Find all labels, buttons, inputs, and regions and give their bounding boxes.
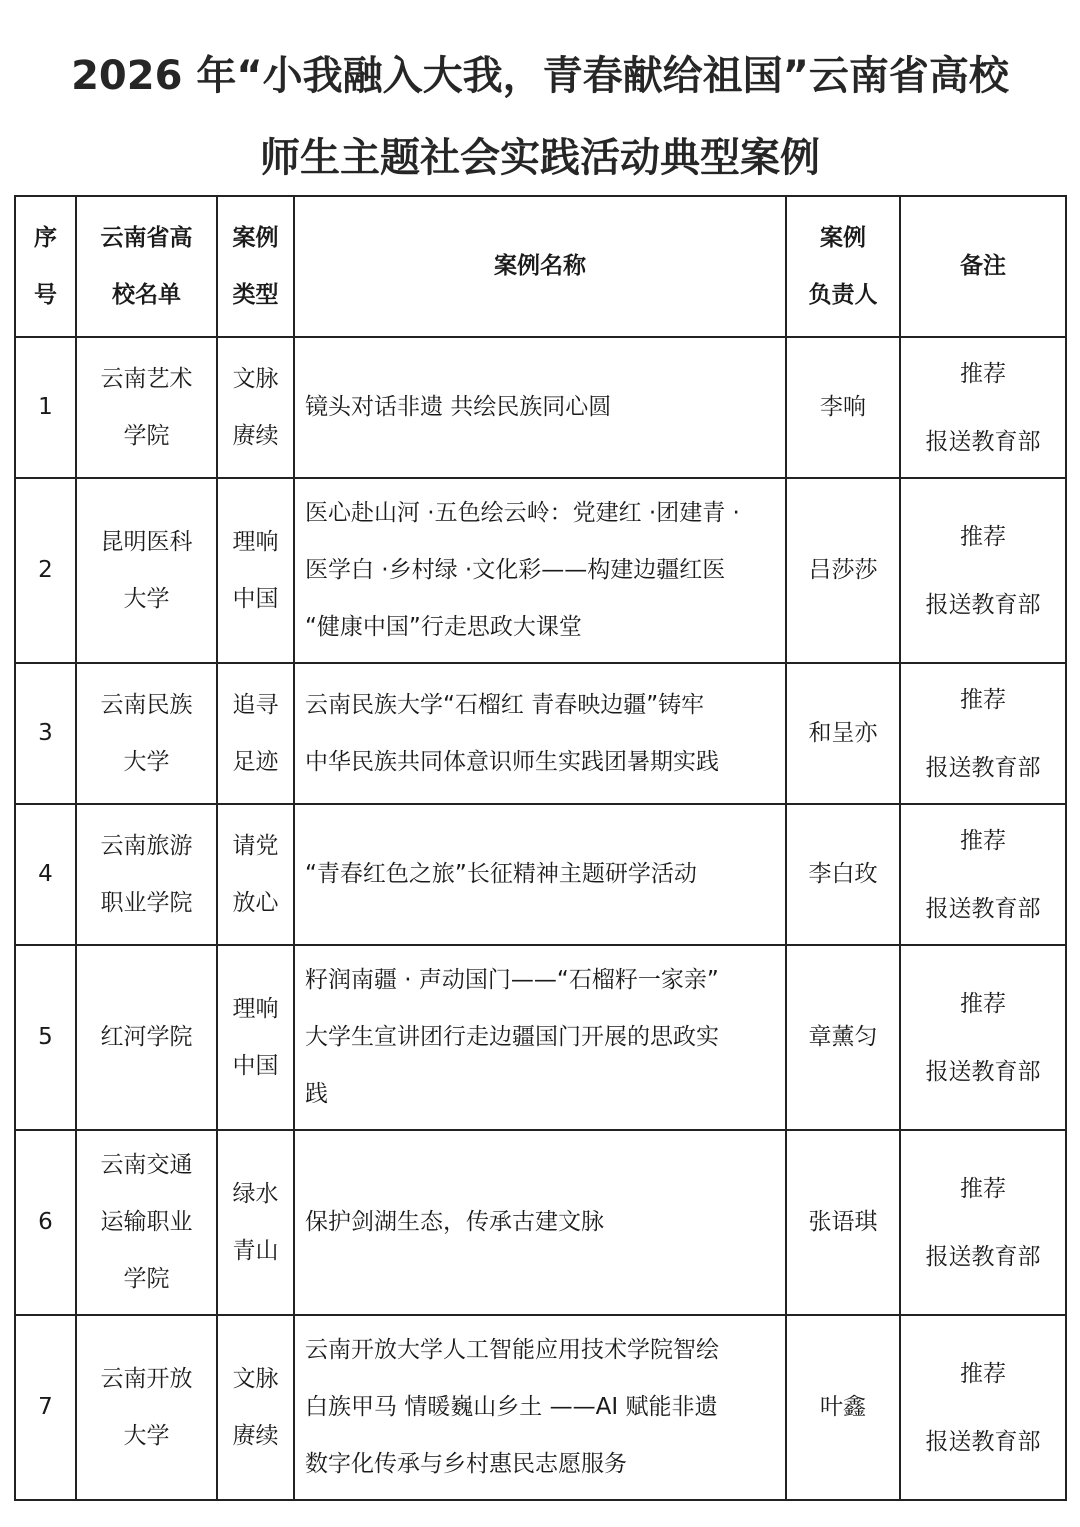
row-case-name: “青春红色之旅”长征精神主题研学活动 — [294, 804, 786, 945]
table-header-row — [15, 196, 1066, 337]
row-remark: 推荐 报送教育部 — [900, 804, 1066, 945]
table-row — [15, 663, 1066, 804]
row-no: 1 — [15, 337, 76, 478]
row-case-name: 云南民族大学“石榴红 青春映边疆”铸牢 中华民族共同体意识师生实践团暑期实践 — [294, 663, 786, 804]
row-school: 昆明医科 大学 — [76, 478, 217, 663]
row-school: 云南交通 运输职业 学院 — [76, 1130, 217, 1315]
page-title-line-1: 2026 年“小我融入大我，青春献给祖国”云南省高校 — [71, 53, 1009, 99]
row-type: 追寻 足迹 — [217, 663, 294, 804]
row-no: 3 — [15, 663, 76, 804]
header-name: 案例名称 — [294, 196, 786, 337]
row-leader: 李白玫 — [786, 804, 900, 945]
header-leader: 案例 负责人 — [786, 196, 900, 337]
row-case-name: 云南开放大学人工智能应用技术学院智绘 白族甲马 情暖巍山乡土 ——AI 赋能非遗 数字化传承与乡村惠民志愿服务 — [294, 1315, 786, 1500]
table-row — [15, 804, 1066, 945]
row-school: 云南开放 大学 — [76, 1315, 217, 1500]
row-remark: 推荐 报送教育部 — [900, 337, 1066, 478]
row-case-name: 保护剑湖生态，传承古建文脉 — [294, 1130, 786, 1315]
row-leader: 吕莎莎 — [786, 478, 900, 663]
row-type: 文脉 赓续 — [217, 337, 294, 478]
row-case-name: 镜头对话非遗 共绘民族同心圆 — [294, 337, 786, 478]
page-title-line-2: 师生主题社会实践活动典型案例 — [260, 135, 820, 181]
row-no: 5 — [15, 945, 76, 1130]
cases-table — [14, 195, 1067, 1501]
table-row — [15, 1315, 1066, 1500]
row-no: 7 — [15, 1315, 76, 1500]
row-school: 云南艺术 学院 — [76, 337, 217, 478]
row-school: 云南旅游 职业学院 — [76, 804, 217, 945]
row-case-name: 籽润南疆 · 声动国门——“石榴籽一家亲” 大学生宣讲团行走边疆国门开展的思政实 践 — [294, 945, 786, 1130]
row-remark: 推荐 报送教育部 — [900, 945, 1066, 1130]
header-remark: 备注 — [900, 196, 1066, 337]
row-remark: 推荐 报送教育部 — [900, 663, 1066, 804]
row-case-name: 医心赴山河 ·五色绘云岭：党建红 ·团建青 · 医学白 ·乡村绿 ·文化彩——构建边疆红医 “健康中国”行走思政大课堂 — [294, 478, 786, 663]
row-leader: 叶鑫 — [786, 1315, 900, 1500]
row-leader: 李响 — [786, 337, 900, 478]
row-leader: 张语琪 — [786, 1130, 900, 1315]
row-no: 6 — [15, 1130, 76, 1315]
row-school: 云南民族 大学 — [76, 663, 217, 804]
row-remark: 推荐 报送教育部 — [900, 1130, 1066, 1315]
row-type: 文脉 赓续 — [217, 1315, 294, 1500]
row-no: 2 — [15, 478, 76, 663]
row-no: 4 — [15, 804, 76, 945]
row-remark: 推荐 报送教育部 — [900, 1315, 1066, 1500]
header-school: 云南省高 校名单 — [76, 196, 217, 337]
row-remark: 推荐 报送教育部 — [900, 478, 1066, 663]
table-row — [15, 478, 1066, 663]
row-type: 理响 中国 — [217, 945, 294, 1130]
header-type: 案例 类型 — [217, 196, 294, 337]
table-row — [15, 1130, 1066, 1315]
row-type: 理响 中国 — [217, 478, 294, 663]
row-type: 请党 放心 — [217, 804, 294, 945]
row-leader: 和呈亦 — [786, 663, 900, 804]
table-row — [15, 337, 1066, 478]
row-school: 红河学院 — [76, 945, 217, 1130]
table-row — [15, 945, 1066, 1130]
row-type: 绿水 青山 — [217, 1130, 294, 1315]
header-no: 序 号 — [15, 196, 76, 337]
row-leader: 章薰匀 — [786, 945, 900, 1130]
